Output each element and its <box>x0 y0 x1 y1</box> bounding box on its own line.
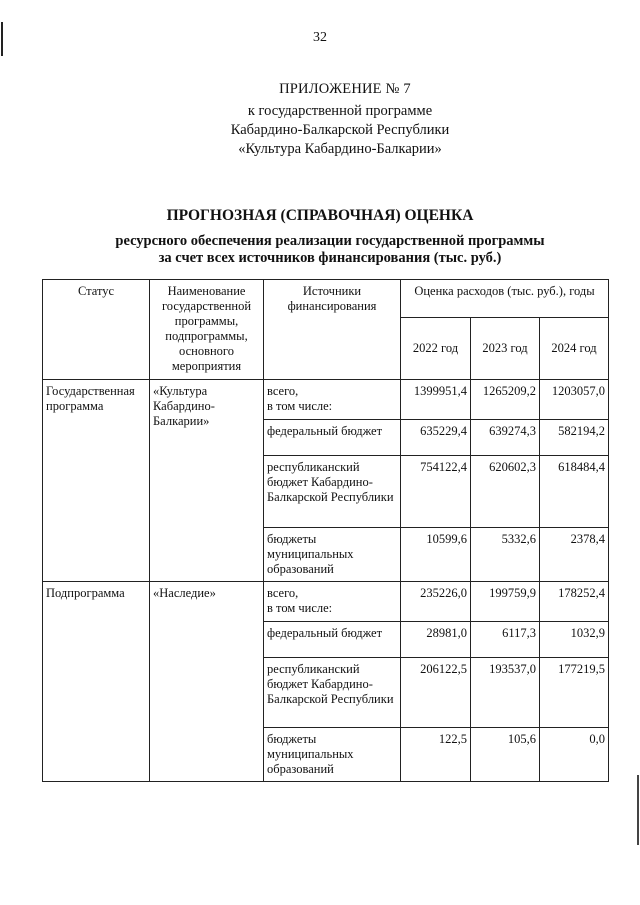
value-cell: 2378,4 <box>540 528 609 582</box>
source-cell: республиканский бюджет Кабардино-Балкарской Республики <box>264 658 401 728</box>
value-cell: 10599,6 <box>401 528 471 582</box>
value-cell: 122,5 <box>401 728 471 782</box>
table-row <box>43 380 609 420</box>
value-cell: 193537,0 <box>471 658 540 728</box>
value-cell: 618484,4 <box>540 456 609 528</box>
document-subtitle: ресурсного обеспечения реализации государственной программы <box>115 233 545 249</box>
value-cell: 0,0 <box>540 728 609 782</box>
appendix-title: ПРИЛОЖЕНИЕ № 7 <box>279 81 411 97</box>
appendix-line: к государственной программе <box>247 103 433 119</box>
header-year: 2023 год <box>471 318 540 380</box>
header-name: Наименование государственной программы, подпрограммы, основного мероприятия <box>150 280 264 380</box>
value-cell: 639274,3 <box>471 420 540 456</box>
source-cell: всего, в том числе: <box>264 380 401 420</box>
value-cell: 754122,4 <box>401 456 471 528</box>
value-cell: 199759,9 <box>471 582 540 622</box>
value-cell: 635229,4 <box>401 420 471 456</box>
appendix-line: «Культура Кабардино-Балкарии» <box>238 141 442 157</box>
source-cell: всего, в том числе: <box>264 582 401 622</box>
source-cell: республиканский бюджет Кабардино-Балкарской Республики <box>264 456 401 528</box>
document-title: ПРОГНОЗНАЯ (СПРАВОЧНАЯ) ОЦЕНКА <box>166 207 474 224</box>
header-status: Статус <box>43 280 150 380</box>
header-year: 2024 год <box>540 318 609 380</box>
status-cell: Государственная программа <box>43 380 150 582</box>
header-estimate: Оценка расходов (тыс. руб.), годы <box>401 280 609 318</box>
source-cell: бюджеты муниципальных образований <box>264 728 401 782</box>
value-cell: 105,6 <box>471 728 540 782</box>
value-cell: 178252,4 <box>540 582 609 622</box>
program-name-cell: «Культура Кабардино-Балкарии» <box>150 380 264 582</box>
header-sources: Источники финансирования <box>264 280 401 380</box>
table-row <box>43 582 609 622</box>
appendix-line: Кабардино-Балкарской Республики <box>230 122 450 138</box>
value-cell: 582194,2 <box>540 420 609 456</box>
source-cell: федеральный бюджет <box>264 420 401 456</box>
page-number: 32 <box>313 30 327 45</box>
value-cell: 1265209,2 <box>471 380 540 420</box>
value-cell: 235226,0 <box>401 582 471 622</box>
program-name-cell: «Наследие» <box>150 582 264 782</box>
scan-edge-mark <box>637 775 639 845</box>
source-cell: федеральный бюджет <box>264 622 401 658</box>
value-cell: 1399951,4 <box>401 380 471 420</box>
value-cell: 206122,5 <box>401 658 471 728</box>
value-cell: 6117,3 <box>471 622 540 658</box>
document-subtitle: за счет всех источников финансирования (тыс. руб.) <box>158 250 502 266</box>
source-cell: бюджеты муниципальных образований <box>264 528 401 582</box>
value-cell: 1032,9 <box>540 622 609 658</box>
status-cell: Подпрограмма <box>43 582 150 782</box>
value-cell: 5332,6 <box>471 528 540 582</box>
value-cell: 1203057,0 <box>540 380 609 420</box>
header-year: 2022 год <box>401 318 471 380</box>
value-cell: 620602,3 <box>471 456 540 528</box>
value-cell: 177219,5 <box>540 658 609 728</box>
resource-estimate-table <box>42 279 609 782</box>
value-cell: 28981,0 <box>401 622 471 658</box>
